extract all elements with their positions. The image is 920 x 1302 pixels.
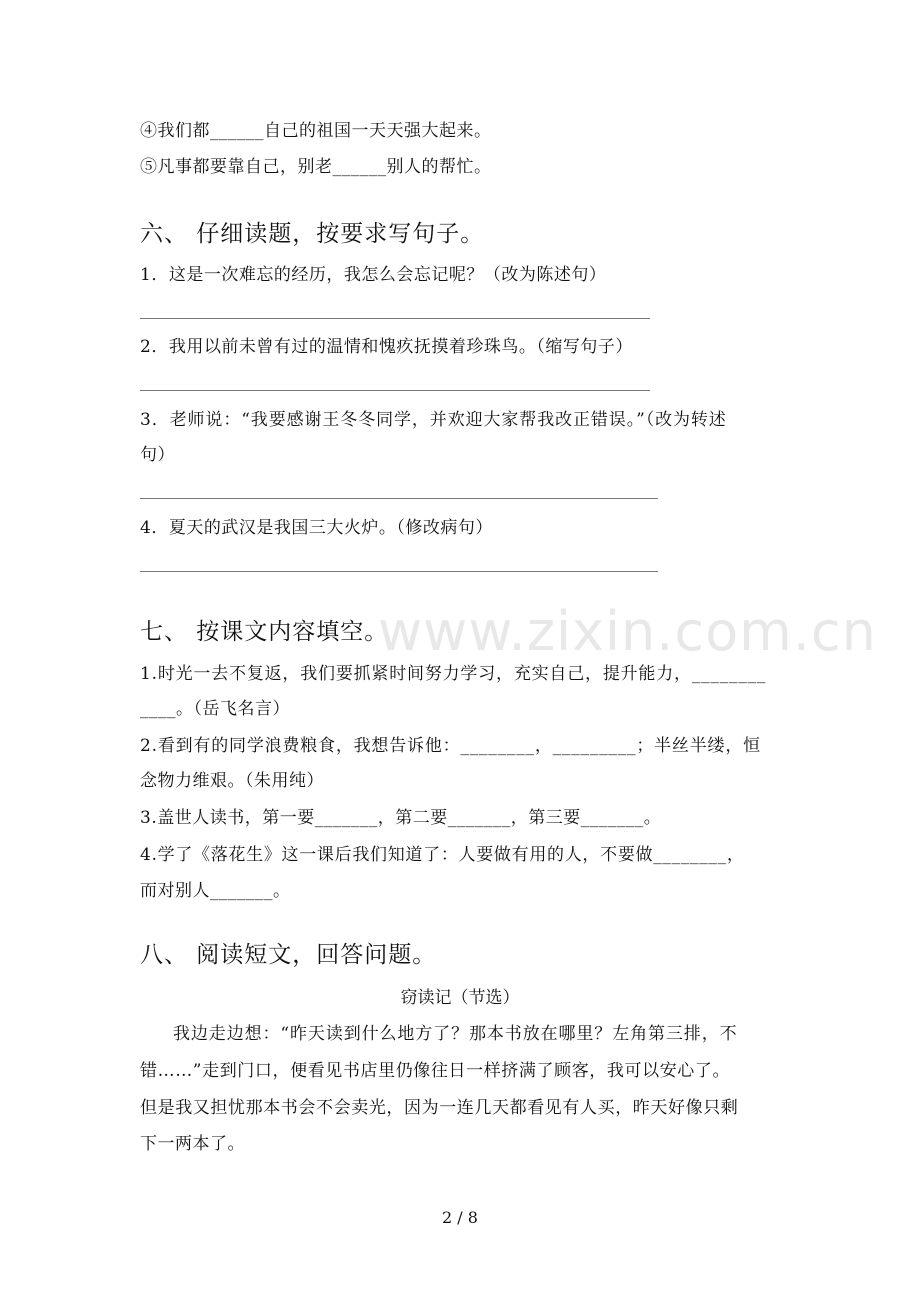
section-8-heading: 八、 阅读短文，回答问题。	[140, 942, 437, 968]
answer-line	[140, 318, 650, 319]
page-number: 2 / 8	[442, 1208, 478, 1227]
watermark: www.zixin.com.cn	[378, 600, 877, 663]
passage-line: 下一两本了。	[140, 1134, 245, 1154]
fill-item-5: ⑤凡事都要靠自己，别老______别人的帮忙。	[140, 157, 492, 177]
section-7-question-2-cont: 念物力维艰。（朱用纯）	[140, 771, 324, 791]
section-7-heading: 七、 按课文内容填空。	[140, 619, 389, 645]
section-7-question-2: 2.看到有的同学浪费粮食，我想告诉他：________，_________；半丝半缕，恒	[140, 736, 761, 756]
section-6-heading: 六、 仔细读题，按要求写句子。	[140, 221, 485, 247]
passage-title: 窃读记（节选）	[400, 988, 520, 1008]
section-6-question-1: 1．这是一次难忘的经历，我怎么会忘记呢？（改为陈述句）	[140, 265, 607, 285]
passage-line: 但是我又担忧那本书会不会卖光，因为一连几天都看见有人买，昨天好像只剩	[140, 1098, 739, 1118]
fill-item-4: ④我们都______自己的祖国一天天强大起来。	[140, 121, 492, 141]
section-6-question-3-cont: 句）	[140, 445, 175, 465]
passage-line: 错……”走到门口，便看见书店里仍像往日一样挤满了顾客，我可以安心了。	[140, 1061, 731, 1081]
answer-line	[140, 498, 658, 499]
section-6-question-2: 2．我用以前未曾有过的温情和愧疚抚摸着珍珠鸟。（缩写句子）	[140, 337, 633, 357]
section-7-question-4-cont: 而对别人_______。	[140, 881, 291, 901]
section-7-question-3: 3.盖世人读书，第一要_______，第二要_______，第三要_______。	[140, 808, 662, 828]
section-6-question-3: 3．老师说：“我要感谢王冬冬同学，并欢迎大家帮我改正错误。”（改为转述	[140, 410, 727, 430]
answer-line	[140, 571, 658, 572]
answer-line	[140, 390, 650, 391]
section-7-question-1-cont: ____。（岳飞名言）	[140, 699, 290, 719]
section-7-question-1: 1.时光一去不复返，我们要抓紧时间努力学习，充实自己，提升能力，________	[140, 664, 767, 684]
section-7-question-4: 4.学了《落花生》这一课后我们知道了：人要做有用的人，不要做________，	[140, 845, 745, 865]
passage-line: 我边走边想：“昨天读到什么地方了？那本书放在哪里？左角第三排，不	[173, 1024, 738, 1044]
section-6-question-4: 4．夏天的武汉是我国三大火炉。（修改病句）	[140, 518, 493, 538]
